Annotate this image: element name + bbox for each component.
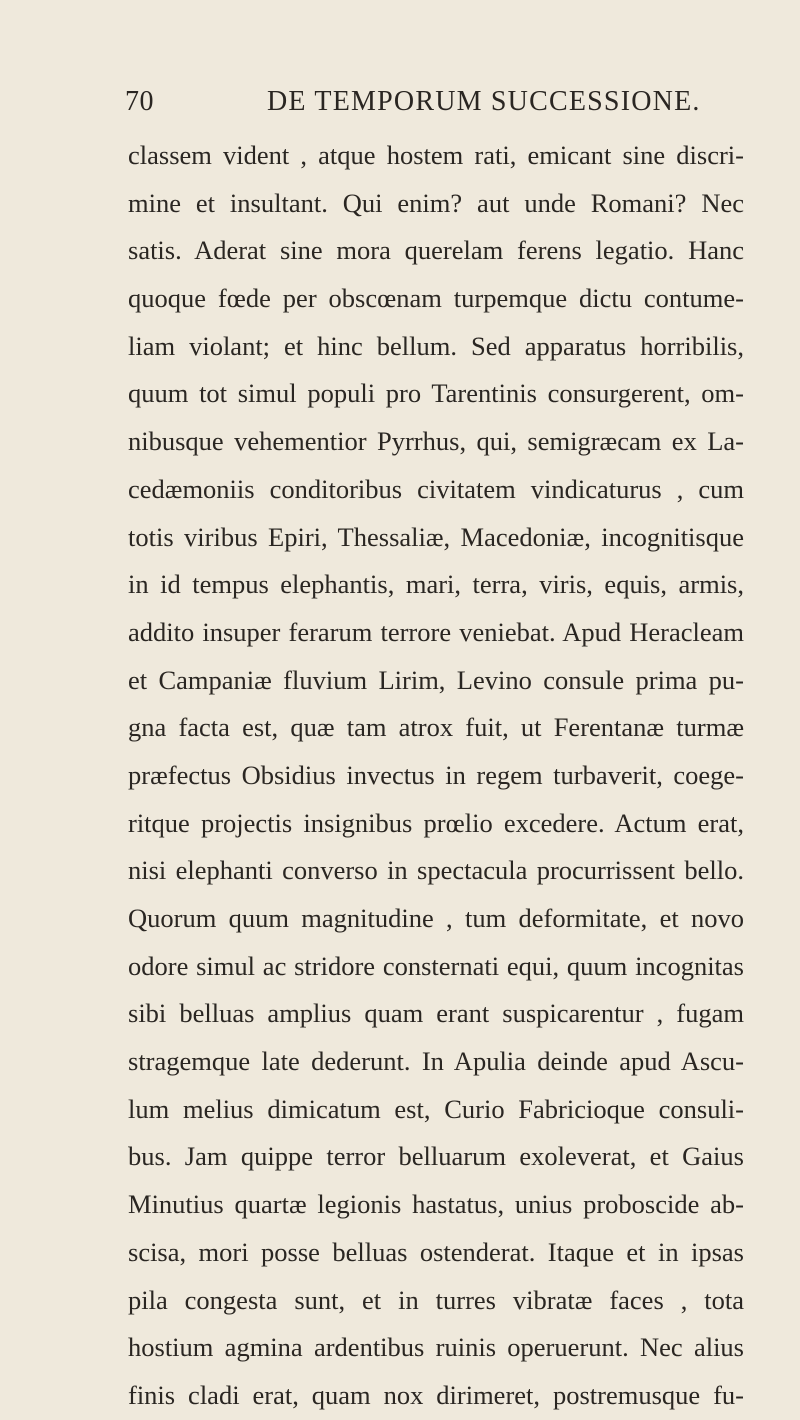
text-line: liam violant; et hinc bellum. Sed apparatus horribilis, [128, 330, 744, 361]
text-line: bus. Jam quippe terror belluarum exoleverat, et Gaius [128, 1141, 744, 1172]
text-line: mine et insultant. Qui enim? aut unde Romani? Nec [128, 187, 744, 218]
text-line: quum tot simul populi pro Tarentinis consurgerent, om- [128, 378, 744, 409]
page-number: 70 [125, 86, 154, 117]
text-line: cedæmoniis conditoribus civitatem vindicaturus , cum [128, 473, 744, 504]
text-line: hostium agmina ardentibus ruinis operuerunt. Nec alius [128, 1332, 744, 1363]
text-line: nisi elephanti converso in spectacula procurrissent bello. [128, 855, 744, 886]
text-line: satis. Aderat sine mora querelam ferens legatio. Hanc [128, 235, 744, 266]
text-line: quoque fœde per obscœnam turpemque dictu contume- [128, 283, 744, 314]
text-line: classem vident , atque hostem rati, emicant sine discri- [128, 140, 744, 170]
text-line: scisa, mori posse belluas ostenderat. Itaque et in ipsas [128, 1236, 744, 1267]
text-line: sibi belluas amplius quam erant suspicarentur , fugam [128, 998, 744, 1029]
text-line: in id tempus elephantis, mari, terra, viris, equis, armis, [128, 569, 744, 600]
text-line: Quorum quum magnitudine , tum deformitate, et novo [128, 903, 744, 933]
text-line: stragemque late dederunt. In Apulia deinde apud Ascu- [128, 1046, 744, 1077]
body-text [128, 132, 744, 1420]
running-head [125, 86, 701, 126]
text-line: Minutius quartæ legionis hastatus, unius proboscide ab- [128, 1189, 744, 1220]
text-line: ritque projectis insignibus prœlio excedere. Actum erat, [128, 807, 744, 838]
text-line: pila congesta sunt, et in turres vibratæ faces , tota [128, 1284, 744, 1315]
text-line: totis viribus Epiri, Thessaliæ, Macedoniæ, incognitisque [128, 521, 744, 552]
text-line: lum melius dimicatum est, Curio Fabricioque consuli- [128, 1093, 744, 1124]
text-line: gna facta est, quæ tam atrox fuit, ut Ferentanæ turmæ [128, 712, 744, 743]
text-line: præfectus Obsidius invectus in regem turbaverit, coege- [128, 759, 744, 790]
text-line: addito insuper ferarum terrore veniebat. Apud Heracleam [128, 616, 744, 647]
text-line: et Campaniæ fluvium Lirim, Levino consule prima pu- [128, 664, 744, 695]
text-line: finis cladi erat, quam nox dirimeret, postremusque fu- [128, 1379, 744, 1410]
text-line: odore simul ac stridore consternati equi, quum incognitas [128, 950, 744, 981]
running-head-title: DE TEMPORUM SUCCESSIONE. [267, 86, 701, 117]
text-line: nibusque vehementior Pyrrhus, qui, semigræcam ex La- [128, 426, 744, 457]
